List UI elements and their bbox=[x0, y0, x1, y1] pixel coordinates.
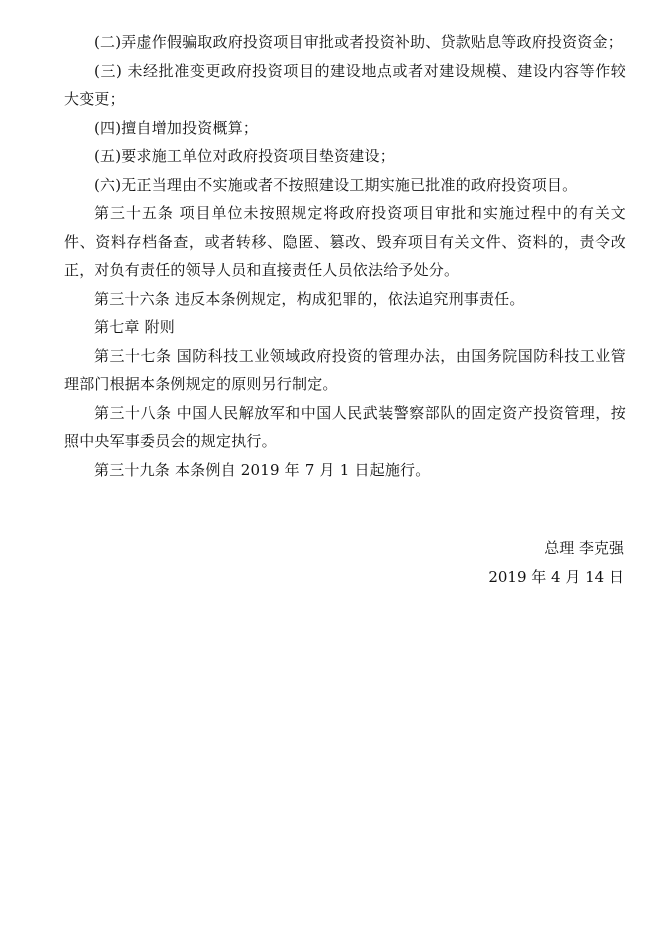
signature-block bbox=[488, 534, 624, 592]
paragraph-item-6: (六)无正当理由不实施或者不按照建设工期实施已批准的政府投资项目。 bbox=[94, 175, 578, 194]
article-35: 第三十五条 项目单位未按照规定将政府投资项目审批和实施过程中的有关文件、资料存档备查，或者转移、隐匿、篡改、毁弃项目有关文件、资料的，责令改正，对负有责任的领导人员和直接责任人员依法给予处分。 bbox=[64, 204, 626, 279]
article-38: 第三十八条 中国人民解放军和中国人民武装警察部队的固定资产投资管理，按照中央军事委员会的规定执行。 bbox=[64, 403, 626, 450]
signer-name: 总理 李克强 bbox=[544, 539, 624, 557]
paragraph-item-4: (四)擅自增加投资概算； bbox=[94, 118, 259, 137]
paragraph-item-5: (五)要求施工单位对政府投资项目垫资建设； bbox=[94, 147, 395, 165]
paragraph-item-3: (三) 未经批准变更政府投资项目的建设地点或者对建设规模、建设内容等作较大变更； bbox=[64, 61, 626, 108]
article-36: 第三十六条 违反本条例规定，构成犯罪的，依法追究刑事责任。 bbox=[94, 289, 525, 308]
chapter-heading: 第七章 附则 bbox=[94, 318, 175, 336]
signature-date: 2019 年 4 月 14 日 bbox=[488, 568, 624, 586]
article-37: 第三十七条 国防科技工业领域政府投资的管理办法，由国务院国防科技工业管理部门根据本条例规定的原则另行制定。 bbox=[64, 346, 626, 393]
document-body bbox=[64, 28, 626, 484]
article-39: 第三十九条 本条例自 2019 年 7 月 1 日起施行。 bbox=[94, 460, 431, 479]
paragraph-item-2: (二)弄虚作假骗取政府投资项目审批或者投资补助、贷款贴息等政府投资资金； bbox=[94, 33, 623, 51]
